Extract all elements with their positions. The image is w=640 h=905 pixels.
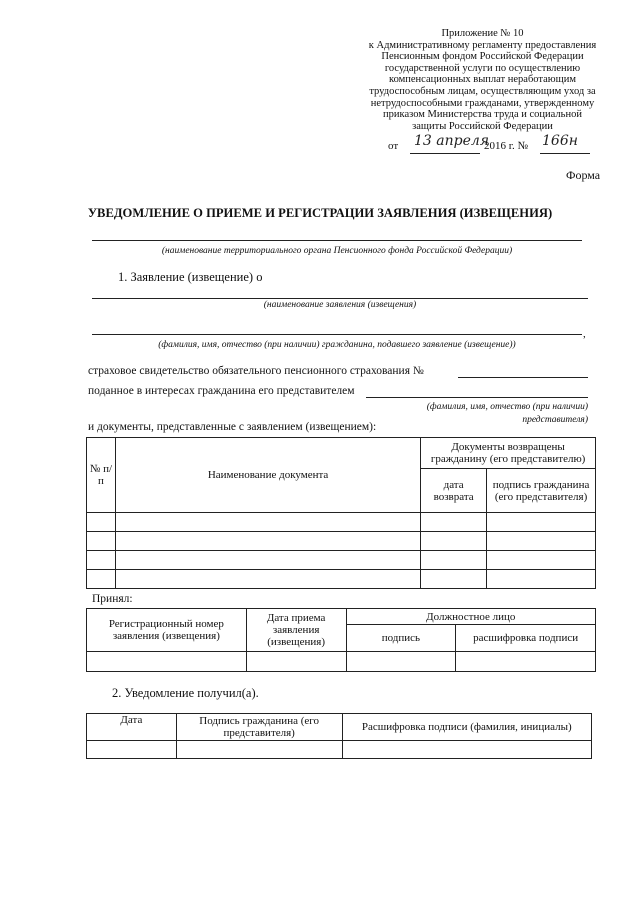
column-header-official: Должностное лицо (346, 609, 595, 625)
date-underline (410, 153, 480, 154)
territorial-organ-line (92, 240, 582, 241)
documents-table (86, 437, 596, 589)
column-header-citizen-signature: подпись гражданина (его представителя) (487, 469, 596, 513)
accepted-label: Принял: (92, 593, 133, 605)
from-label: от (388, 140, 399, 152)
citizen-name-line (92, 334, 582, 335)
appendix-line: приказом Министерства труда и социальной (383, 109, 582, 121)
appendix-line: защиты Российской Федерации (412, 120, 553, 132)
column-header-citizen-signature: Подпись гражданина (его представителя) (176, 714, 342, 741)
table-row (87, 652, 596, 672)
appendix-line: трудоспособным лицам, осуществляющим уход за (369, 85, 596, 97)
number-underline (540, 153, 590, 154)
column-header-date: Дата (87, 714, 177, 741)
section-2-heading: 2. Уведомление получил(а). (112, 686, 259, 700)
acceptance-table (86, 608, 596, 672)
column-header-signature: подпись (346, 625, 456, 652)
appendix-line: Приложение № 10 (441, 28, 524, 39)
insurance-number-line (458, 377, 588, 378)
representative-caption-2: представителя) (522, 415, 588, 425)
citizen-line-comma: , (583, 328, 586, 340)
column-header-document-name: Наименование документа (115, 438, 420, 513)
appendix-line: нетрудоспособными гражданами, утвержденному (370, 97, 595, 109)
table-row (87, 513, 596, 532)
notice-table (86, 713, 592, 759)
application-name-line (92, 298, 588, 299)
column-header-return-date: дата возврата (421, 469, 487, 513)
page-title: УВЕДОМЛЕНИЕ О ПРИЕМЕ И РЕГИСТРАЦИИ ЗАЯВЛЕНИЯ (ИЗВЕЩЕНИЯ) (87, 206, 553, 220)
column-header-signature-decode: Расшифровка подписи (фамилия, инициалы) (342, 714, 591, 741)
application-name-caption: (наименование заявления (извещения) (263, 300, 417, 310)
year-number-text: 2016 г. № (484, 140, 529, 152)
appendix-line: к Административному регламенту предоставления (368, 39, 597, 51)
column-header-signature-decode: расшифровка подписи (456, 625, 596, 652)
appendix-line: Пенсионным фондом Российской Федерации (381, 51, 584, 63)
appendix-line: компенсационных выплат неработающим (389, 74, 576, 86)
representative-label: поданное в интересах гражданина его представителем (88, 385, 355, 397)
table-row (87, 551, 596, 570)
column-header-number: № п/п (87, 438, 116, 513)
handwritten-number: 166н (542, 133, 578, 149)
handwritten-date: 13 апреля (414, 133, 490, 149)
column-header-acceptance-date: Дата приема заявления (извещения) (246, 609, 346, 652)
citizen-name-caption: (фамилия, имя, отчество (при наличии) гражданина, подавшего заявление (извещение)) (158, 340, 516, 350)
table-row (87, 741, 592, 759)
documents-intro: и документы, представленные с заявлением (извещением): (88, 421, 377, 433)
representative-line (366, 397, 588, 398)
territorial-organ-caption: (наименование территориального органа Пенсионного фонда Российской Федерации) (161, 246, 513, 256)
form-label: Форма (566, 168, 601, 182)
section-1-heading: 1. Заявление (извещение) о (118, 270, 263, 284)
order-date-line (388, 133, 598, 156)
representative-caption-1: (фамилия, имя, отчество (при наличии) (426, 402, 588, 412)
column-header-registration-number: Регистрационный номер заявления (извещения) (87, 609, 247, 652)
appendix-block (360, 28, 605, 132)
table-row (87, 570, 596, 589)
table-row (87, 532, 596, 551)
insurance-certificate-label: страховое свидетельство обязательного пенсионного страхования № (88, 365, 424, 377)
column-header-returned: Документы возвращены гражданину (его представителю) (421, 438, 596, 469)
appendix-line: государственной услуги по осуществлению (384, 62, 581, 74)
